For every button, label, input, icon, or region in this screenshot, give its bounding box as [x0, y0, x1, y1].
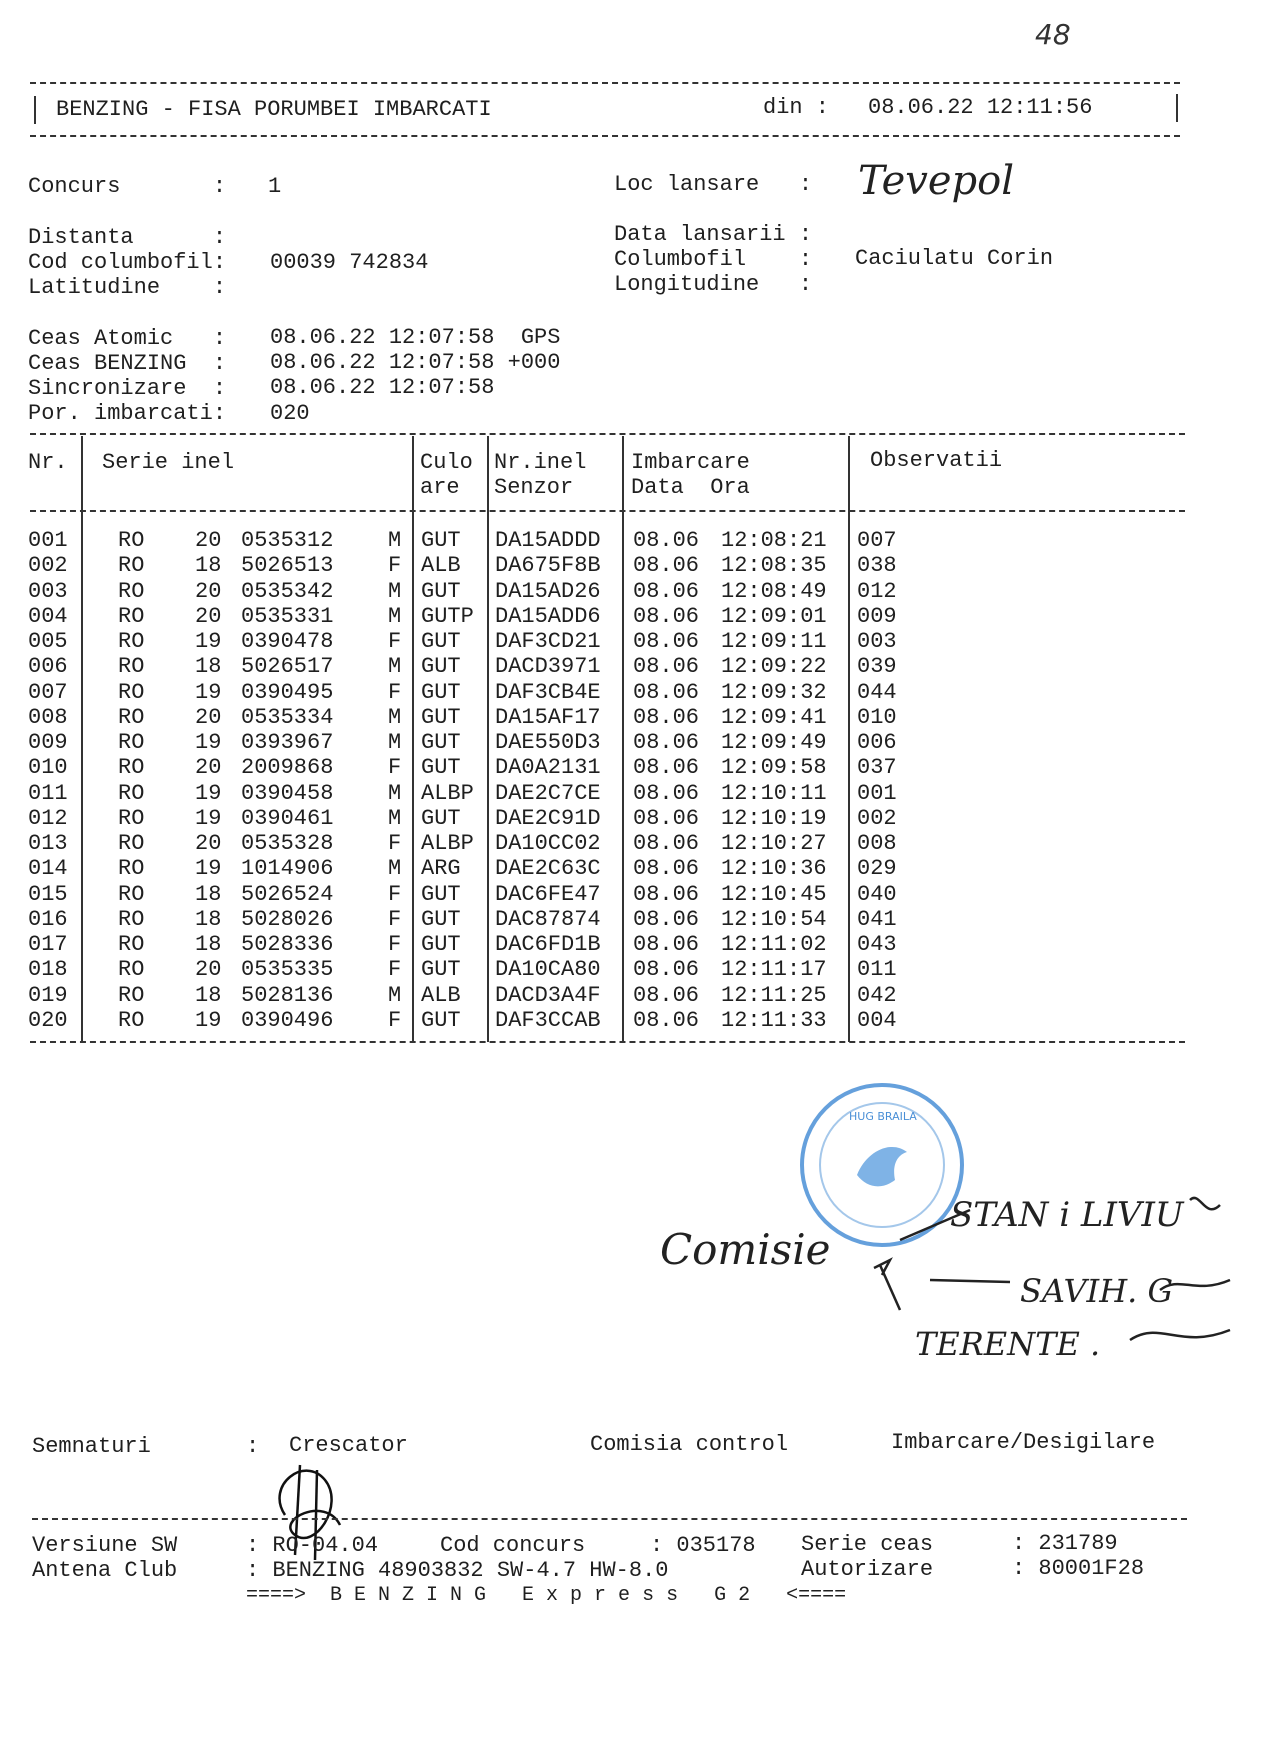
cell-culoare: ARG [421, 856, 461, 882]
cell-obs: 040 [857, 881, 897, 907]
cell-obs: 009 [857, 603, 897, 629]
cell-data: 08.06 [633, 982, 700, 1008]
footer-top-border [32, 1518, 1187, 1520]
latitudine-label: Latitudine : [28, 275, 227, 300]
cell-senzor: DAE2C91D [495, 805, 601, 831]
th-imbarcare-2: Data Ora [631, 475, 750, 500]
th-nr: Nr. [28, 450, 68, 475]
cell-sex: M [388, 982, 402, 1008]
cell-senzor: DAC6FE47 [495, 881, 601, 907]
cell-tara: RO [118, 1007, 145, 1033]
sincronizare-value: 08.06.22 12:07:58 [270, 375, 495, 400]
cell-data: 08.06 [633, 831, 700, 856]
cell-data: 08.06 [633, 932, 700, 957]
cod-columbofil-value: 00039 742834 [270, 250, 429, 275]
cell-nr: 007 [28, 679, 68, 705]
cell-an: 20 [195, 957, 222, 983]
cell-an: 20 [195, 704, 222, 730]
cell-senzor: DACD3A4F [495, 982, 601, 1008]
cell-culoare: ALB [421, 553, 461, 579]
cell-data: 08.06 [633, 755, 700, 781]
cell-an: 20 [195, 528, 222, 553]
distanta-label: Distanta : [28, 225, 227, 250]
cell-tara: RO [118, 578, 145, 604]
cell-obs: 041 [857, 906, 897, 932]
cell-inel: 5028336 [241, 932, 334, 957]
cell-obs: 043 [857, 932, 897, 957]
table-row [28, 882, 1178, 907]
cell-ora: 12:09:49 [721, 730, 827, 755]
cell-ora: 12:11:02 [721, 932, 827, 957]
cell-data: 08.06 [633, 654, 700, 680]
header-top-border [30, 82, 1180, 84]
cell-nr: 019 [28, 982, 68, 1008]
cell-culoare: GUTP [421, 603, 474, 629]
cell-sex: F [388, 906, 402, 932]
cell-sex: M [388, 654, 402, 680]
cell-culoare: GUT [421, 679, 461, 705]
cell-sex: M [388, 528, 402, 553]
cell-culoare: GUT [421, 528, 461, 553]
cell-obs: 012 [857, 578, 897, 604]
cell-senzor: DA15AF17 [495, 704, 601, 730]
cell-culoare: GUT [421, 755, 461, 781]
cell-data: 08.06 [633, 679, 700, 705]
serie-ceas-value: : 231789 [1012, 1531, 1118, 1556]
por-imbarcati-label: Por. imbarcati: [28, 401, 227, 426]
cell-tara: RO [118, 679, 145, 705]
cell-an: 18 [195, 553, 222, 579]
cell-culoare: GUT [421, 629, 461, 654]
cell-sex: M [388, 603, 402, 629]
cell-an: 20 [195, 831, 222, 856]
cell-an: 18 [195, 932, 222, 957]
table-row [28, 856, 1178, 881]
cell-nr: 010 [28, 755, 68, 781]
cell-senzor: DA15ADD6 [495, 603, 601, 629]
cell-sex: F [388, 881, 402, 907]
cell-nr: 017 [28, 932, 68, 957]
cell-senzor: DAF3CB4E [495, 679, 601, 705]
cell-ora: 12:09:01 [721, 603, 827, 629]
table-row [28, 932, 1178, 957]
cell-senzor: DA0A2131 [495, 755, 601, 781]
cell-ora: 12:10:45 [721, 881, 827, 907]
cell-sex: M [388, 704, 402, 730]
sincronizare-label: Sincronizare : [28, 376, 227, 401]
table-row [28, 983, 1178, 1008]
cell-sex: M [388, 805, 402, 831]
cell-culoare: ALB [421, 982, 461, 1008]
commission-name-3: TERENTE . [915, 1325, 1101, 1363]
cell-senzor: DAE2C63C [495, 856, 601, 882]
cell-obs: 044 [857, 679, 897, 705]
cell-tara: RO [118, 957, 145, 983]
longitudine-label: Longitudine : [614, 272, 813, 297]
cell-obs: 007 [857, 528, 897, 553]
cell-tara: RO [118, 629, 145, 654]
versiune-sw-label: Versiune SW [32, 1533, 178, 1558]
cell-ora: 12:11:25 [721, 982, 827, 1008]
cell-nr: 008 [28, 704, 68, 730]
antena-club-value: : BENZING 48903832 SW-4.7 HW-8.0 [246, 1558, 669, 1583]
cod-concurs-label: Cod concurs [440, 1533, 586, 1558]
header-din-value: 08.06.22 12:11:56 [868, 95, 1093, 120]
table-row [28, 553, 1178, 578]
th-culoare-1: Culo [420, 450, 473, 475]
cell-sex: F [388, 629, 402, 654]
cell-inel: 0390478 [241, 629, 334, 654]
cell-inel: 0393967 [241, 730, 334, 755]
cell-senzor: DAC6FD1B [495, 932, 601, 957]
cell-senzor: DA675F8B [495, 553, 601, 579]
cell-sex: F [388, 1007, 402, 1033]
versiune-sw-value: : RO-04.04 [246, 1533, 379, 1558]
cell-obs: 039 [857, 654, 897, 680]
page-number: 48 [1035, 18, 1071, 51]
cell-an: 20 [195, 603, 222, 629]
signature-flourish-1 [1190, 1198, 1220, 1209]
cell-nr: 015 [28, 881, 68, 907]
concurs-value: 1 [268, 174, 282, 199]
cell-data: 08.06 [633, 906, 700, 932]
cell-inel: 5026524 [241, 881, 334, 907]
header-left-border [34, 96, 36, 124]
cell-data: 08.06 [633, 704, 700, 730]
cell-senzor: DA10CC02 [495, 831, 601, 856]
cell-obs: 010 [857, 704, 897, 730]
table-row [28, 705, 1178, 730]
ceas-atomic-value: 08.06.22 12:07:58 GPS [270, 325, 561, 350]
cell-data: 08.06 [633, 957, 700, 983]
cell-sex: F [388, 755, 402, 781]
strike-stan [930, 1280, 1010, 1282]
cell-obs: 038 [857, 553, 897, 579]
cell-an: 19 [195, 679, 222, 705]
serie-ceas-label: Serie ceas [801, 1532, 934, 1557]
th-nr-inel-2: Senzor [494, 475, 574, 500]
cell-inel: 5026517 [241, 654, 334, 680]
cell-tara: RO [118, 704, 145, 730]
cell-ora: 12:10:19 [721, 805, 827, 831]
table-row [28, 528, 1178, 553]
cell-sex: F [388, 553, 402, 579]
commission-name-2: SAVIH. G [1020, 1272, 1173, 1310]
cell-ora: 12:08:35 [721, 553, 827, 579]
cell-an: 18 [195, 982, 222, 1008]
cell-senzor: DAE550D3 [495, 730, 601, 755]
table-row [28, 907, 1178, 932]
cell-an: 20 [195, 755, 222, 781]
cell-sex: M [388, 578, 402, 604]
cell-nr: 001 [28, 528, 68, 553]
cell-nr: 004 [28, 603, 68, 629]
cell-culoare: GUT [421, 578, 461, 604]
cell-ora: 12:09:32 [721, 679, 827, 705]
cell-data: 08.06 [633, 881, 700, 907]
cell-inel: 0535335 [241, 957, 334, 983]
cell-nr: 012 [28, 805, 68, 831]
comisie-handwriting: Comisie [660, 1225, 831, 1274]
concurs-label: Concurs : [28, 174, 227, 199]
cell-ora: 12:09:11 [721, 629, 827, 654]
data-lansarii-label: Data lansarii : [614, 222, 813, 247]
cell-nr: 002 [28, 553, 68, 579]
table-row [28, 579, 1178, 604]
cell-tara: RO [118, 603, 145, 629]
cell-sex: M [388, 856, 402, 882]
cell-culoare: GUT [421, 932, 461, 957]
cell-tara: RO [118, 856, 145, 882]
cell-obs: 002 [857, 805, 897, 831]
cell-data: 08.06 [633, 528, 700, 553]
cell-inel: 0535328 [241, 831, 334, 856]
cell-an: 19 [195, 856, 222, 882]
cell-senzor: DAE2C7CE [495, 780, 601, 806]
cell-nr: 006 [28, 654, 68, 680]
handwriting-strokes [860, 1180, 1240, 1360]
th-imbarcare-1: Imbarcare [631, 450, 750, 475]
th-culoare-2: are [420, 475, 460, 500]
ceas-atomic-label: Ceas Atomic : [28, 326, 227, 351]
cell-obs: 006 [857, 730, 897, 755]
signature-loop [280, 1471, 340, 1538]
cell-senzor: DA10CA80 [495, 957, 601, 983]
cell-an: 19 [195, 805, 222, 831]
header-right-border [1176, 94, 1178, 122]
cell-data: 08.06 [633, 730, 700, 755]
commission-name-1: STAN i LIVIU [950, 1195, 1184, 1235]
semnaturi-label: Semnaturi [32, 1434, 151, 1459]
cell-tara: RO [118, 654, 145, 680]
cell-obs: 008 [857, 831, 897, 856]
cell-culoare: GUT [421, 654, 461, 680]
cell-an: 18 [195, 906, 222, 932]
cell-tara: RO [118, 906, 145, 932]
cell-ora: 12:10:27 [721, 831, 827, 856]
crescator-label: Crescator [289, 1433, 408, 1458]
cell-inel: 0390458 [241, 780, 334, 806]
semnaturi-colon: : [246, 1434, 260, 1459]
loc-lansare-label: Loc lansare : [614, 172, 813, 197]
cell-nr: 009 [28, 730, 68, 755]
cell-an: 19 [195, 780, 222, 806]
table-row [28, 654, 1178, 679]
ceas-benzing-label: Ceas BENZING : [28, 351, 227, 376]
autorizare-value: : 80001F28 [1012, 1556, 1145, 1581]
cell-inel: 5026513 [241, 553, 334, 579]
cell-inel: 5028136 [241, 982, 334, 1008]
cell-senzor: DAF3CD21 [495, 629, 601, 654]
th-observatii: Observatii [870, 448, 1003, 473]
cell-ora: 12:09:41 [721, 704, 827, 730]
cod-concurs-value: : 035178 [650, 1533, 756, 1558]
signature-flourish-3 [1130, 1330, 1230, 1340]
cell-data: 08.06 [633, 578, 700, 604]
cell-ora: 12:10:54 [721, 906, 827, 932]
cell-inel: 1014906 [241, 856, 334, 882]
cell-obs: 042 [857, 982, 897, 1008]
cell-senzor: DAC87874 [495, 906, 601, 932]
table-row [28, 781, 1178, 806]
cell-data: 08.06 [633, 1007, 700, 1033]
cell-tara: RO [118, 780, 145, 806]
cell-culoare: GUT [421, 704, 461, 730]
cell-senzor: DA15ADDD [495, 528, 601, 553]
table-row [28, 755, 1178, 780]
cell-senzor: DAF3CCAB [495, 1007, 601, 1033]
cell-obs: 001 [857, 780, 897, 806]
autorizare-label: Autorizare [801, 1557, 934, 1582]
columbofil-value: Caciulatu Corin [855, 246, 1054, 271]
cell-data: 08.06 [633, 553, 700, 579]
cell-inel: 2009868 [241, 755, 334, 781]
cell-ora: 12:11:33 [721, 1007, 827, 1033]
cell-tara: RO [118, 805, 145, 831]
cell-culoare: GUT [421, 957, 461, 983]
cell-an: 19 [195, 730, 222, 755]
cell-ora: 12:09:22 [721, 654, 827, 680]
cell-sex: M [388, 730, 402, 755]
cell-an: 18 [195, 881, 222, 907]
cell-tara: RO [118, 881, 145, 907]
cell-sex: F [388, 957, 402, 983]
cell-senzor: DACD3971 [495, 654, 601, 680]
cell-senzor: DA15AD26 [495, 578, 601, 604]
cell-culoare: GUT [421, 881, 461, 907]
cell-data: 08.06 [633, 603, 700, 629]
cell-inel: 0535334 [241, 704, 334, 730]
imbarcare-desigilare-label: Imbarcare/Desigilare [891, 1430, 1156, 1455]
cell-an: 19 [195, 629, 222, 654]
arrow-stroke-1 [900, 1210, 970, 1240]
cell-sex: M [388, 780, 402, 806]
cell-data: 08.06 [633, 805, 700, 831]
cell-inel: 0390495 [241, 679, 334, 705]
por-imbarcati-value: 020 [270, 401, 310, 426]
table-row [28, 629, 1178, 654]
stamp-text: HUG BRAILA [849, 1110, 917, 1123]
cell-nr: 011 [28, 780, 68, 806]
cell-nr: 016 [28, 906, 68, 932]
benzing-express-banner: ====> B E N Z I N G E x p r e s s G 2 <==== [246, 1584, 847, 1607]
cell-obs: 011 [857, 957, 897, 983]
cell-ora: 12:10:11 [721, 780, 827, 806]
cell-data: 08.06 [633, 856, 700, 882]
cell-culoare: GUT [421, 730, 461, 755]
cell-tara: RO [118, 730, 145, 755]
table-row [28, 957, 1178, 982]
cell-tara: RO [118, 553, 145, 579]
cell-an: 20 [195, 578, 222, 604]
cell-inel: 5028026 [241, 906, 334, 932]
ceas-benzing-value: 08.06.22 12:07:58 +000 [270, 350, 561, 375]
antena-club-label: Antena Club [32, 1558, 178, 1583]
cell-obs: 029 [857, 856, 897, 882]
columbofil-label: Columbofil : [614, 247, 813, 272]
table-bottom-border [30, 1041, 1185, 1043]
header-bottom-border [30, 135, 1180, 137]
cell-tara: RO [118, 932, 145, 957]
cell-nr: 003 [28, 578, 68, 604]
cell-obs: 004 [857, 1007, 897, 1033]
table-row [28, 730, 1178, 755]
table-top-border [30, 433, 1185, 435]
cell-data: 08.06 [633, 780, 700, 806]
cell-culoare: ALBP [421, 780, 474, 806]
table-row [28, 831, 1178, 856]
cell-nr: 014 [28, 856, 68, 882]
cell-nr: 018 [28, 957, 68, 983]
header-title: BENZING - FISA PORUMBEI IMBARCATI [56, 97, 492, 122]
cell-ora: 12:11:17 [721, 957, 827, 983]
cell-culoare: GUT [421, 906, 461, 932]
cell-inel: 0535342 [241, 578, 334, 604]
cell-tara: RO [118, 831, 145, 856]
cell-sex: F [388, 932, 402, 957]
cell-ora: 12:08:49 [721, 578, 827, 604]
cell-sex: F [388, 679, 402, 705]
cell-ora: 12:10:36 [721, 856, 827, 882]
cod-columbofil-label: Cod columbofil: [28, 250, 227, 275]
cell-culoare: ALBP [421, 831, 474, 856]
cell-obs: 003 [857, 629, 897, 654]
cell-data: 08.06 [633, 629, 700, 654]
cell-nr: 020 [28, 1007, 68, 1033]
cell-nr: 005 [28, 629, 68, 654]
table-row [28, 1008, 1178, 1033]
signature-flourish-2 [1160, 1280, 1230, 1290]
cell-culoare: GUT [421, 1007, 461, 1033]
comisia-control-label: Comisia control [590, 1432, 789, 1457]
table-row [28, 806, 1178, 831]
cell-obs: 037 [857, 755, 897, 781]
cell-ora: 12:08:21 [721, 528, 827, 553]
cell-nr: 013 [28, 831, 68, 856]
cell-tara: RO [118, 982, 145, 1008]
th-serie-inel: Serie inel [102, 450, 235, 475]
th-nr-inel-1: Nr.inel [494, 450, 587, 475]
table-row [28, 604, 1178, 629]
loc-lansare-value: Tevepol [858, 158, 1014, 204]
cell-culoare: GUT [421, 805, 461, 831]
cell-an: 19 [195, 1007, 222, 1033]
cell-sex: F [388, 831, 402, 856]
cell-inel: 0390461 [241, 805, 334, 831]
header-din-label: din : [763, 95, 830, 120]
cell-an: 18 [195, 654, 222, 680]
cell-inel: 0535331 [241, 603, 334, 629]
table-header-bottom-border [30, 510, 1185, 512]
cell-tara: RO [118, 528, 145, 553]
cell-tara: RO [118, 755, 145, 781]
table-row [28, 680, 1178, 705]
cell-inel: 0390496 [241, 1007, 334, 1033]
cell-inel: 0535312 [241, 528, 334, 553]
cell-ora: 12:09:58 [721, 755, 827, 781]
